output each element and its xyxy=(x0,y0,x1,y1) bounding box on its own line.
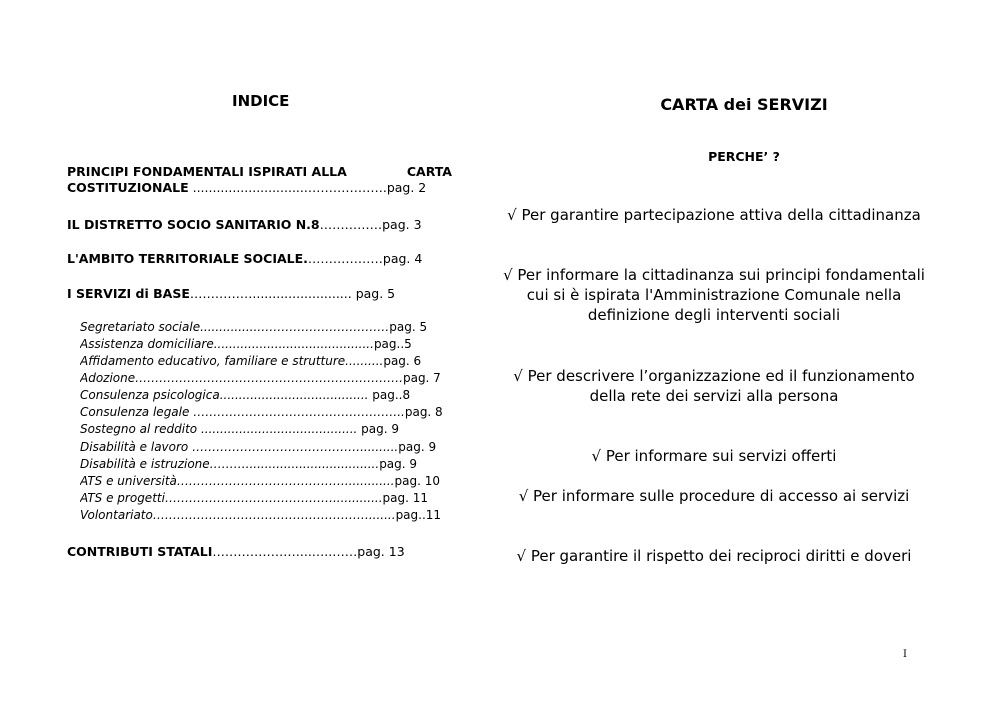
toc-entry-line xyxy=(67,164,452,180)
toc-entry-label: I SERVIZI di BASE xyxy=(67,286,190,301)
carta-subtitle: PERCHE’ ? xyxy=(708,149,780,164)
toc-page-number: pag. 2 xyxy=(386,180,427,195)
purpose-item: √ Per informare la cittadinanza sui principi fondamentali cui si è ispirata l'Amministrazione Comunale nella definizione degli interventi sociali xyxy=(503,266,925,324)
toc-entry-distretto xyxy=(67,217,452,233)
toc-page-number: pag. 9 xyxy=(398,440,437,454)
toc-subentry-label: Consulenza legale xyxy=(80,405,190,419)
toc-entry-label: L'AMBITO TERRITORIALE SOCIALE. xyxy=(67,251,308,266)
toc-page-number: pag. 8 xyxy=(404,405,443,419)
toc-page-number: pag..11 xyxy=(395,508,442,522)
toc-leader-dots: ……………......................... xyxy=(189,286,356,301)
toc-leader-dots: .......................................... xyxy=(213,337,374,351)
toc-subentry xyxy=(80,319,458,336)
carta-title: CARTA dei SERVIZI xyxy=(660,95,828,114)
toc-page-number: pag. 7 xyxy=(402,371,441,385)
toc-entry-contributi xyxy=(67,544,452,560)
purpose-item: √ Per informare sulle procedure di accesso ai servizi xyxy=(518,487,910,505)
toc-leader-dots: ...............…………………………… xyxy=(200,320,390,334)
page-number: I xyxy=(903,649,907,660)
toc-subentry xyxy=(80,490,458,507)
purpose-item: √ Per garantire il rispetto dei reciproci diritti e doveri xyxy=(516,547,912,565)
toc-page-number: pag. 9 xyxy=(379,457,418,471)
toc-subentry xyxy=(80,336,458,353)
toc-page-number: pag. 4 xyxy=(382,251,423,266)
toc-subentry xyxy=(80,404,458,421)
purpose-item: √ Per garantire partecipazione attiva della cittadinanza xyxy=(507,206,921,224)
toc-leader-dots: ………………………………………………....... xyxy=(152,508,396,522)
toc-entry-principi xyxy=(67,164,452,196)
toc-subentry-label: Disabilità e istruzione xyxy=(80,457,210,471)
toc-subentry-label: Affidamento educativo, familiare e strutture xyxy=(80,354,346,368)
toc-page-number: pag. 10 xyxy=(394,474,440,488)
purpose-item: √ Per informare sui servizi offerti xyxy=(591,447,837,465)
toc-entry-label: COSTITUZIONALE xyxy=(67,180,189,195)
toc-entry-label: CARTA xyxy=(406,164,452,179)
toc-leader-dots: ……………… xyxy=(307,251,383,266)
toc-leader-dots: …………… xyxy=(319,217,383,232)
toc-subentry-label: Disabilità e lavoro xyxy=(80,440,189,454)
toc-subentry xyxy=(80,473,458,490)
toc-subentry-label: Segretariato sociale xyxy=(80,320,201,334)
toc-page-number: pag. 13 xyxy=(357,544,405,559)
toc-page-number: pag. 9 xyxy=(361,422,400,436)
toc-subentry-label: Sostegno al reddito xyxy=(80,422,198,436)
toc-subentry xyxy=(80,456,458,473)
toc-leader-dots: ………................................... xyxy=(209,457,380,471)
toc-subentry xyxy=(80,421,458,438)
toc-leader-dots: …………………...…..…… xyxy=(212,544,358,559)
toc-page-number: pag. 11 xyxy=(382,491,429,505)
toc-entry-label: CONTRIBUTI STATALI xyxy=(67,544,213,559)
toc-leader-dots: …………………………………………………………. xyxy=(135,371,403,385)
carta-page xyxy=(496,0,992,701)
toc-subentry xyxy=(80,507,458,524)
toc-leader-dots: ......................................... xyxy=(197,422,362,436)
toc-page-number: pag..5 xyxy=(373,337,412,351)
toc-subentry xyxy=(80,370,458,387)
toc-subentry xyxy=(80,387,458,404)
toc-leader-dots: …………………………………………….. xyxy=(189,405,405,419)
toc-leader-dots: …………………………………….......... xyxy=(188,440,399,454)
toc-page-number: pag. 6 xyxy=(383,354,422,368)
toc-page-number: pag. 5 xyxy=(355,286,396,301)
toc-subentry-label: Assistenza domiciliare xyxy=(80,337,214,351)
toc-subentry-label: ATS e università xyxy=(80,474,177,488)
toc-page-number: pag. 3 xyxy=(382,217,422,232)
toc-leader-dots: ……………………………………............. xyxy=(164,491,383,505)
toc-subentry xyxy=(80,439,458,456)
toc-subentry xyxy=(80,353,458,370)
toc-page-number: pag..8 xyxy=(372,388,411,402)
toc-subentry-label: ATS e progetti xyxy=(80,491,165,505)
toc-leader-dots: ……………………………………............. xyxy=(176,474,395,488)
toc-entry-line xyxy=(67,180,452,196)
toc-entry-label: PRINCIPI FONDAMENTALI ISPIRATI ALLA xyxy=(67,164,347,179)
toc-leader-dots: ....................................... xyxy=(219,388,373,402)
index-title: INDICE xyxy=(232,92,290,110)
toc-leader-dots: .............................………………. xyxy=(188,180,387,195)
toc-page-number: pag. 5 xyxy=(389,320,428,334)
toc-subentry-label: Adozione xyxy=(80,371,136,385)
toc-leader-dots: .......... xyxy=(345,354,384,368)
toc-entry-servizi-base xyxy=(67,286,452,302)
purpose-item: √ Per descrivere l’organizzazione ed il funzionamento della rete dei servizi alla persona xyxy=(513,367,915,405)
toc-entry-ambito xyxy=(67,251,452,267)
toc-entry-label: IL DISTRETTO SOCIO SANITARIO N.8 xyxy=(67,217,320,232)
toc-subentry-label: Consulenza psicologica xyxy=(80,388,220,402)
toc-subentry-label: Volontariato xyxy=(80,508,153,522)
